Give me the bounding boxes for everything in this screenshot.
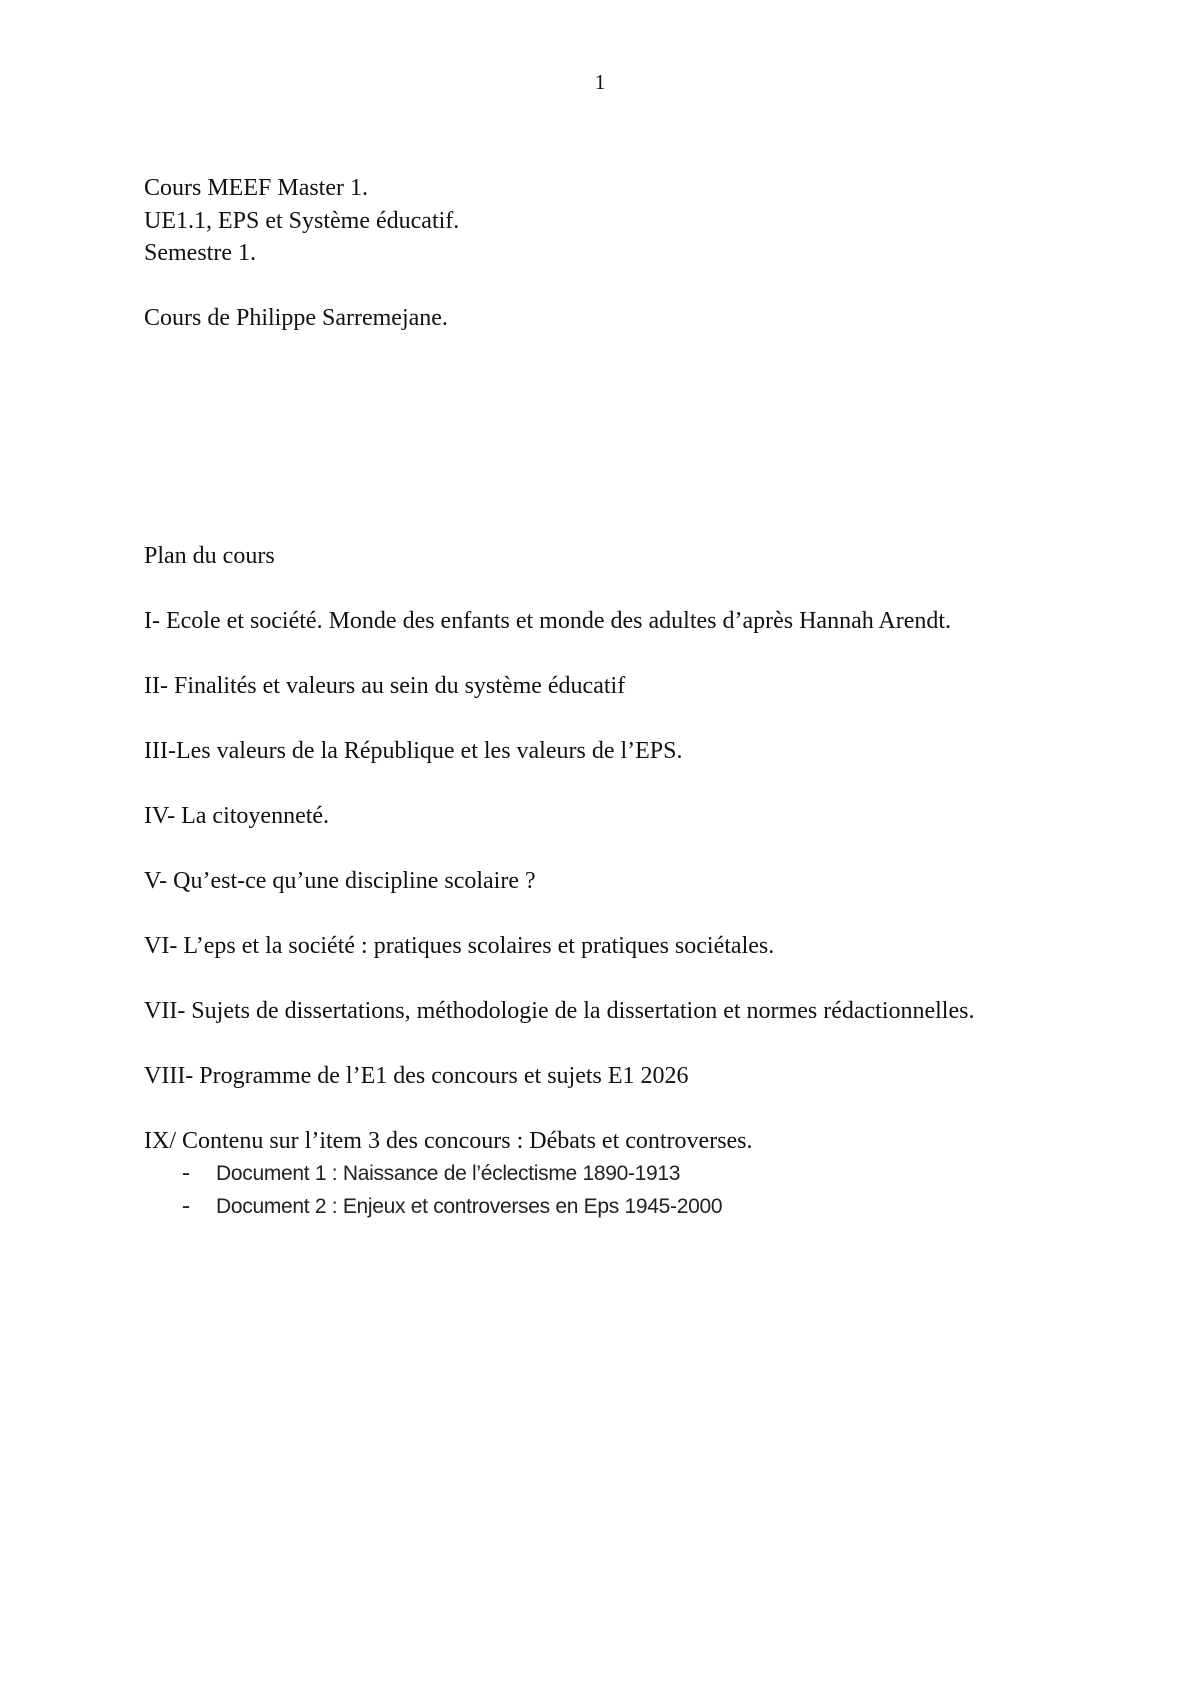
plan-item: I- Ecole et société. Monde des enfants et monde des adultes d’après Hannah Arendt. — [144, 608, 952, 634]
course-semester: Semestre 1. — [144, 240, 256, 266]
page-number: 1 — [594, 70, 606, 94]
document-content — [144, 172, 1044, 1223]
document-list — [144, 1157, 1044, 1223]
plan-item: VI- L’eps et la société : pratiques scolaires et pratiques sociétales. — [144, 933, 775, 959]
course-title: Cours MEEF Master 1. — [144, 175, 368, 201]
plan-item: II- Finalités et valeurs au sein du système éducatif — [144, 673, 626, 699]
course-author: Cours de Philippe Sarremejane. — [144, 305, 448, 331]
plan-item: III-Les valeurs de la République et les valeurs de l’EPS. — [144, 738, 683, 764]
plan-item: IX/ Contenu sur l’item 3 des concours : Débats et controverses. — [144, 1128, 753, 1154]
course-plan — [144, 540, 1044, 1223]
plan-title: Plan du cours — [144, 543, 275, 569]
plan-item: VIII- Programme de l’E1 des concours et sujets E1 2026 — [144, 1063, 689, 1089]
list-item — [144, 1190, 1044, 1223]
plan-item: V- Qu’est-ce qu’une discipline scolaire ? — [144, 868, 536, 894]
document-label: Document 2 : Enjeux et controverses en Eps 1945-2000 — [216, 1195, 723, 1218]
course-header — [144, 172, 1044, 334]
document-label: Document 1 : Naissance de l’éclectisme 1890-1913 — [216, 1162, 681, 1185]
plan-item: VII- Sujets de dissertations, méthodologie de la dissertation et normes rédactionnelles. — [144, 998, 975, 1024]
dash-bullet-icon: - — [182, 1193, 190, 1219]
course-unit: UE1.1, EPS et Système éducatif. — [144, 208, 460, 234]
plan-item: IV- La citoyenneté. — [144, 803, 330, 829]
list-item — [144, 1157, 1044, 1190]
dash-bullet-icon: - — [182, 1160, 190, 1186]
